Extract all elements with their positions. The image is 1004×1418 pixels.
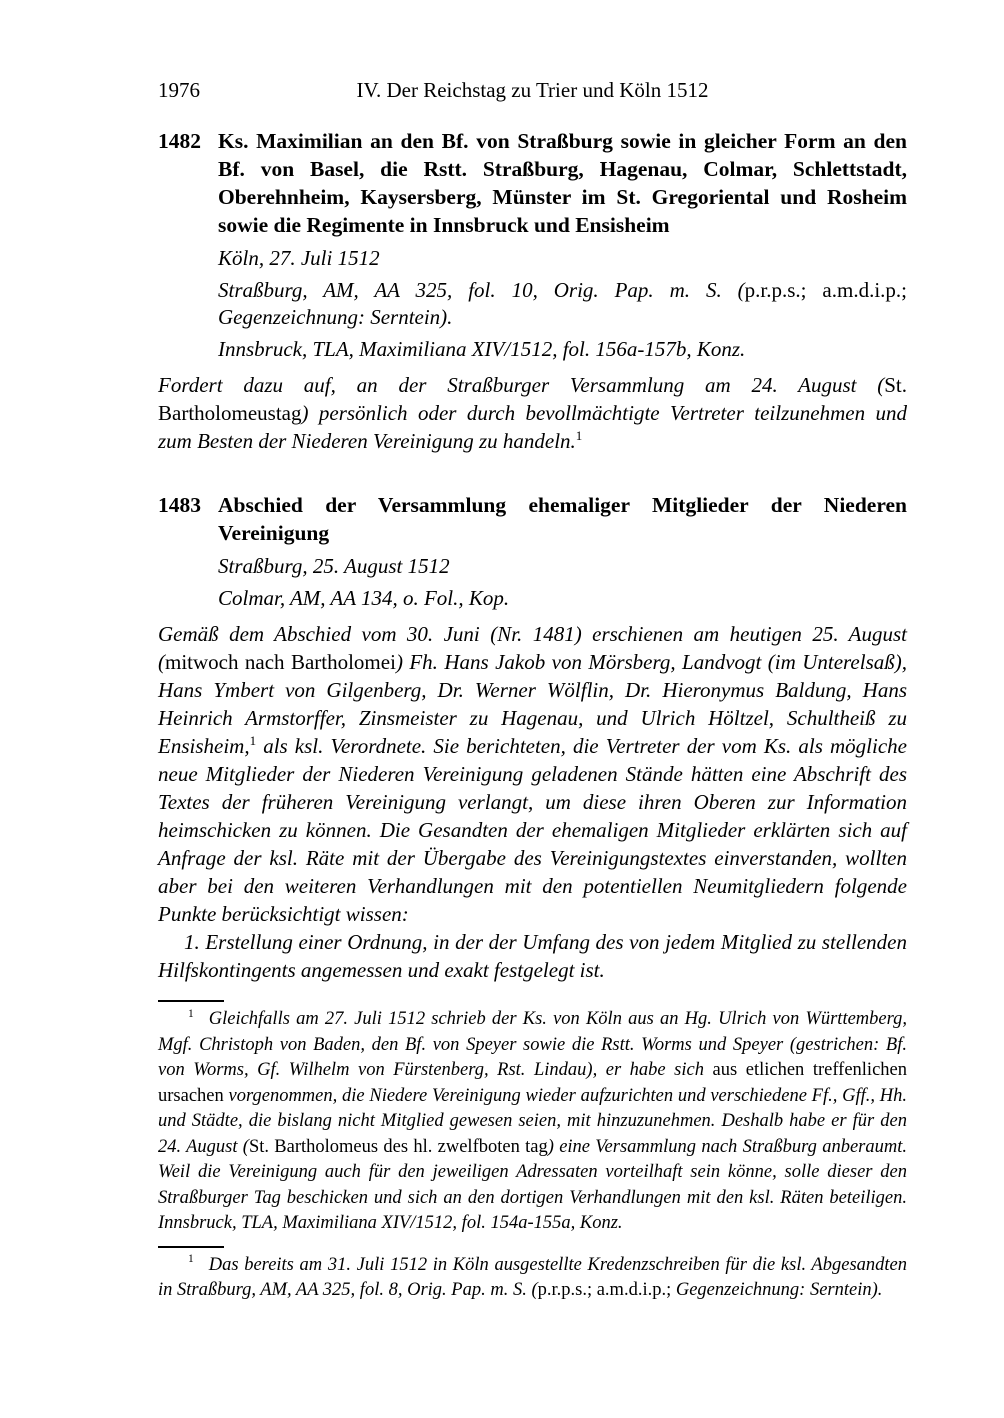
entry-1482-heading: Ks. Maximilian an den Bf. von Straßburg sowie in gleicher Form an den Bf. von Basel, die Rstt. Straßburg, Hagenau, Colmar, Schlettstadt, Oberehnheim, Kaysersberg, Münster im St. Gregoriental und Rosheim sowie die Regimente in Innsbruck und Ensisheim xyxy=(218,129,907,237)
page-number: 1976 xyxy=(158,78,200,102)
entry-1483-source-1: Colmar, AM, AA 134, o. Fol., Kop. xyxy=(218,586,510,610)
entry-1482 xyxy=(158,127,907,455)
entry-1483-heading: Abschied der Versammlung ehemaliger Mitglieder der Niederen Vereinigung xyxy=(218,493,907,545)
entry-1483 xyxy=(158,491,907,984)
entry-1482-main xyxy=(218,127,907,363)
page-content xyxy=(158,76,907,1304)
entry-1483-number: 1483 xyxy=(158,493,201,517)
footnotes-section xyxy=(158,1000,907,1304)
footnote-marker: 1 xyxy=(188,1253,194,1266)
page-header xyxy=(158,76,907,104)
footnote-block-2 xyxy=(158,1246,907,1304)
entry-1483-heading-row xyxy=(158,491,907,612)
footnote-text: Das bereits am 31. Juli 1512 in Köln ausgestellte Kredenzschreiben für die ksl. Abgesandten in Straßburg, AM, AA 325, fol. 8, Orig. Pap. m. S. (p.r.p.s.; a.m.d.i.p.; Gegenzeichnung: Serntein). xyxy=(158,1254,907,1300)
entry-1482-dateline: Köln, 27. Juli 1512 xyxy=(218,246,380,270)
entry-1482-summary: Fordert dazu auf, an der Straßburger Versammlung am 24. August (St. Bartholomeustag) persönlich oder durch bevollmächtigte Vertreter teilzunehmen und zum Besten der Niederen Vereinigung zu handeln.$^1$ xyxy=(158,373,907,453)
entry-1483-paragraph-2: 1. Erstellung einer Ordnung, in der der Umfang des von jedem Mitglied zu stellenden Hilfskontingents angemessen und exakt festgelegt ist. xyxy=(158,930,907,982)
footnote-separator-rule xyxy=(158,1000,224,1002)
entry-1482-number: 1482 xyxy=(158,129,201,153)
footnote-1482-1 xyxy=(158,1007,907,1237)
footnote-separator-rule xyxy=(158,1246,224,1248)
entry-1483-dateline: Straßburg, 25. August 1512 xyxy=(218,554,450,578)
entry-1482-source-2: Innsbruck, TLA, Maximiliana XIV/1512, fol. 156a-157b, Konz. xyxy=(218,337,746,361)
entry-1482-heading-row xyxy=(158,127,907,363)
footnote-marker: 1 xyxy=(188,1007,194,1020)
entry-1483-main xyxy=(218,491,907,612)
footnote-text: Gleichfalls am 27. Juli 1512 schrieb der Ks. von Köln aus an Hg. Ulrich von Württemberg, Mgf. Christoph von Baden, den Bf. von Speyer sowie die Rstt. Worms und Speyer (gestrichen: Bf. von Worms, Gf. Wilhelm von Fürstenberg, Rst. Lindau), er habe sich aus etlichen treffenlichen ursachen vorgenommen, die Niedere Vereinigung wieder aufzurichten und verschiedene Ff., Gff., Hh. und Städte, die bislang nicht Mitglied gewesen seien, mit hinzuzunehmen. Deshalb habe er für den 24. August (St. Bartholomeus des hl. zwelfboten tag) eine Versammlung nach Straßburg anberaumt. Weil die Vereinigung auch für den jeweiligen Adressaten vorteilhaft sein könne, solle dieser den Straßburger Tag beschicken und sich an den dortigen Verhandlungen mit den ksl. Räten beteiligen. Innsbruck, TLA, Maximiliana XIV/1512, fol. 154a-155a, Konz. xyxy=(158,1009,908,1233)
running-title: IV. Der Reichstag zu Trier und Köln 1512 xyxy=(356,78,709,102)
footnote-1483-1 xyxy=(158,1253,907,1304)
entry-1482-source-1: Straßburg, AM, AA 325, fol. 10, Orig. Pap. m. S. (p.r.p.s.; a.m.d.i.p.; Gegenzeichnung: Serntein). xyxy=(218,278,907,329)
footnote-block-1 xyxy=(158,1000,907,1237)
entry-1483-paragraph-1: Gemäß dem Abschied vom 30. Juni (Nr. 1481) erschienen am heutigen 25. August (mitwoch nach Bartholomei) Fh. Hans Jakob von Mörsberg, Landvogt (im Unterelsaß), Hans Ymbert von Gilgenberg, Dr. Werner Wölflin, Dr. Hieronymus Baldung, Hans Heinrich Armstorffer, Zinsmeister zu Hagenau, und Ulrich Höltzel, Schultheiß zu Ensisheim,$^1$ als ksl. Verordnete. Sie berichteten, die Vertreter der vom Ks. als mögliche neue Mitglieder der Niederen Vereinigung geladenen Stände hätten eine Abschrift des Textes der früheren Vereinigung verlangt, um diese ihren Oberen zur Information heimschicken zu können. Die Gesandten der ehemaligen Mitglieder erklärten sich auf Anfrage der ksl. Räte mit der Übergabe des Vereinigungstextes einverstanden, wollten aber bei den weiteren Verhandlungen mit den potentiellen Neumitgliedern folgende Punkte berücksichtigt wissen: xyxy=(158,622,907,926)
